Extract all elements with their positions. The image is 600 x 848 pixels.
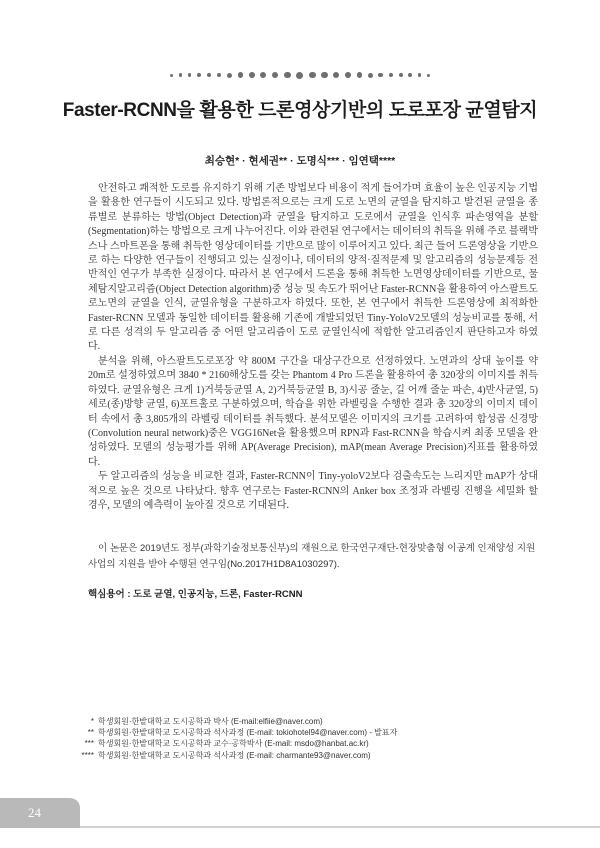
- funding-note: [88, 541, 538, 573]
- decorative-dot: [309, 72, 316, 79]
- footnote-mark: ***: [84, 739, 94, 749]
- footnote: [62, 750, 532, 761]
- footnote-text: 학생회원·한밭대학교 도시공학과 박사 (E-mail:elfiie@naver.com): [98, 717, 323, 726]
- decorative-dot: [170, 74, 173, 77]
- decorative-dot: [207, 73, 211, 77]
- abstract-paragraph: 분석을 위해, 아스팔트도로포장 약 800M 구간을 대상구간으로 선정하였다. 노면과의 상대 높이를 약 20m로 설정하였으며 3840 * 2160해상도를 갖는 Phantom 4 Pro 드론을 활용하여 총 320장의 이미지를 취득하였다. 균열유형은 크게 1)거북등균열 A, 2)거북등균열 B, 3)시공 줄눈, 길 어깨 줄눈 파손, 4)반사균열, 5)세로(종)방향 균열, 6)포트홀로 구분하였으며, 학습을 위한 라벨링을 수행한 결과 총 320장의 이미지 데이터 속에서 총 3,805개의 라벨링 데이터를 취득했다. 분석모델은 이미지의 크기를 고려하여 합성곱 신경망(Convolution neural network)중은 VGG16Net을 활용했으며 RPN과 Fast-RCNN을 학습시켜 최종 모델을 완성하였다. 모델의 성능평가를 위해 AP(Average Precision), mAP(mean Average Precision)지표를 활용하였다.: [88, 355, 538, 468]
- footnote: [62, 727, 532, 738]
- footnote-mark: *: [90, 717, 94, 726]
- decorative-dot: [179, 73, 182, 76]
- decorative-dot: [260, 72, 266, 78]
- footnote-mark: ****: [81, 750, 94, 760]
- decorative-dot: [427, 74, 430, 77]
- author-list: 최승현* · 현세권** · 도명식*** · 임연택****: [204, 155, 396, 167]
- decorative-dot: [272, 72, 278, 78]
- decorative-dot: [321, 72, 327, 78]
- author-footnotes: [62, 716, 532, 761]
- decorative-dot: [378, 73, 383, 78]
- footnote-mark: **: [87, 728, 94, 738]
- decorative-dot: [188, 73, 192, 77]
- keywords: 핵심용어 : 도로 균열, 인공지능, 드론, Faster-RCNN: [88, 589, 303, 600]
- footnote-text: 학생회원·한밭대학교 도시공학과 석사과정 (E-mail: charmante93@naver.com): [98, 750, 371, 760]
- footnote-text: 학생회원·한밭대학교 도시공학과 석사과정 (E-mail: tokiohotel94@naver.com) - 발표자: [98, 728, 398, 738]
- decorative-dot: [368, 73, 373, 78]
- decorative-dot: [296, 72, 303, 79]
- footnote-text: 학생회원·한밭대학교 도시공학과 교수·공학박사 (E-mail: msdo@hanbat.ac.kr): [98, 739, 369, 749]
- decorative-dot: [217, 73, 222, 78]
- decorative-dot: [357, 72, 362, 77]
- footnote: [62, 738, 532, 749]
- decorative-dot: [418, 73, 421, 76]
- decorative-dot: [238, 72, 243, 77]
- abstract-paragraph: 안전하고 쾌적한 도로를 유지하기 위해 기존 방법보다 비용이 적게 들어가며 효율이 높은 인공지능 기법을 활용한 연구들이 시도되고 있다. 방법론적으로는 크게 도로 노면의 균열을 탐지하고 발견된 균열을 종류별로 분류하는 방법(Object Detection)과 균열을 탐지하고 도로에서 균열을 인식후 파손영역을 분할(Segmentation)하는 방법으로 크게 나누어진다. 이와 관련된 연구에서는 데이터의 취득을 위해 주로 블랙박스나 스마트폰을 통해 취득한 영상데이터를 기반으로 많이 이루어지고 있다. 최근 들어 드론영상을 기반으로 하는 다양한 연구들이 진행되고 있는 실정이나, 데이터의 양적·질적문제 및 알고리즘의 성능문제등 전반적인 연구가 부족한 실정이다. 따라서 본 연구에서 드론을 통해 취득한 노면영상데이터를 기반으로, 물체탐지알고리즘(Object Detection algorithm)중 성능 및 속도가 뛰어난 Faster-RCNN을 활용하여 아스팔트도로노면의 균열을 인식, 균열유형을 구분하고자 하였다. 또한, 본 연구에서 취득한 드론영상에 최적화한 Faster-RCNN 모델과 동일한 데이터를 활용해 기존에 개발되었던 Tiny-YoloV2모델의 성능비교를 통해, 서로 다른 성격의 두 알고리즘 중 어떤 알고리즘이 도로 균열인식에 적합한 알고리즘인지 판단하고자 하였다.: [88, 183, 538, 353]
- abstract-paragraph: 두 알고리즘의 성능을 비교한 결과, Faster-RCNN이 Tiny-yoloV2보다 검출속도는 느리지만 mAP가 상대적으로 높은 것으로 나타났다. 향후 연구로는 Faster-RCNN의 Anker box 조정과 라벨링 진행을 세밀화 할 경우, 모델의 예측력이 높아질 것으로 기대된다.: [88, 471, 538, 511]
- decorative-dot: [389, 73, 393, 77]
- abstract: [88, 182, 538, 513]
- decorative-dot: [197, 73, 201, 77]
- decorative-dot: [399, 73, 403, 77]
- funding-text: 이 논문은 2019년도 정부(과학기술정보통신부)의 재원으로 한국연구재단-현장맞춤형 이공계 인재양성 지원사업의 지원을 받아 수행된 연구임(No.2017H1D8A1030297).: [88, 543, 536, 570]
- footnote: [62, 716, 532, 727]
- decorative-dot: [249, 72, 255, 78]
- page-number: 24: [28, 805, 41, 820]
- decorative-dot: [333, 72, 339, 78]
- decorative-dot: [284, 72, 291, 79]
- bottom-rule: [80, 826, 600, 828]
- decorative-dot: [408, 73, 412, 77]
- decorative-dot-divider: [170, 70, 430, 80]
- paper-title: Faster-RCNN을 활용한 드론영상기반의 도로포장 균열탐지: [62, 100, 538, 121]
- decorative-dot: [345, 72, 351, 78]
- decorative-dot: [227, 73, 232, 78]
